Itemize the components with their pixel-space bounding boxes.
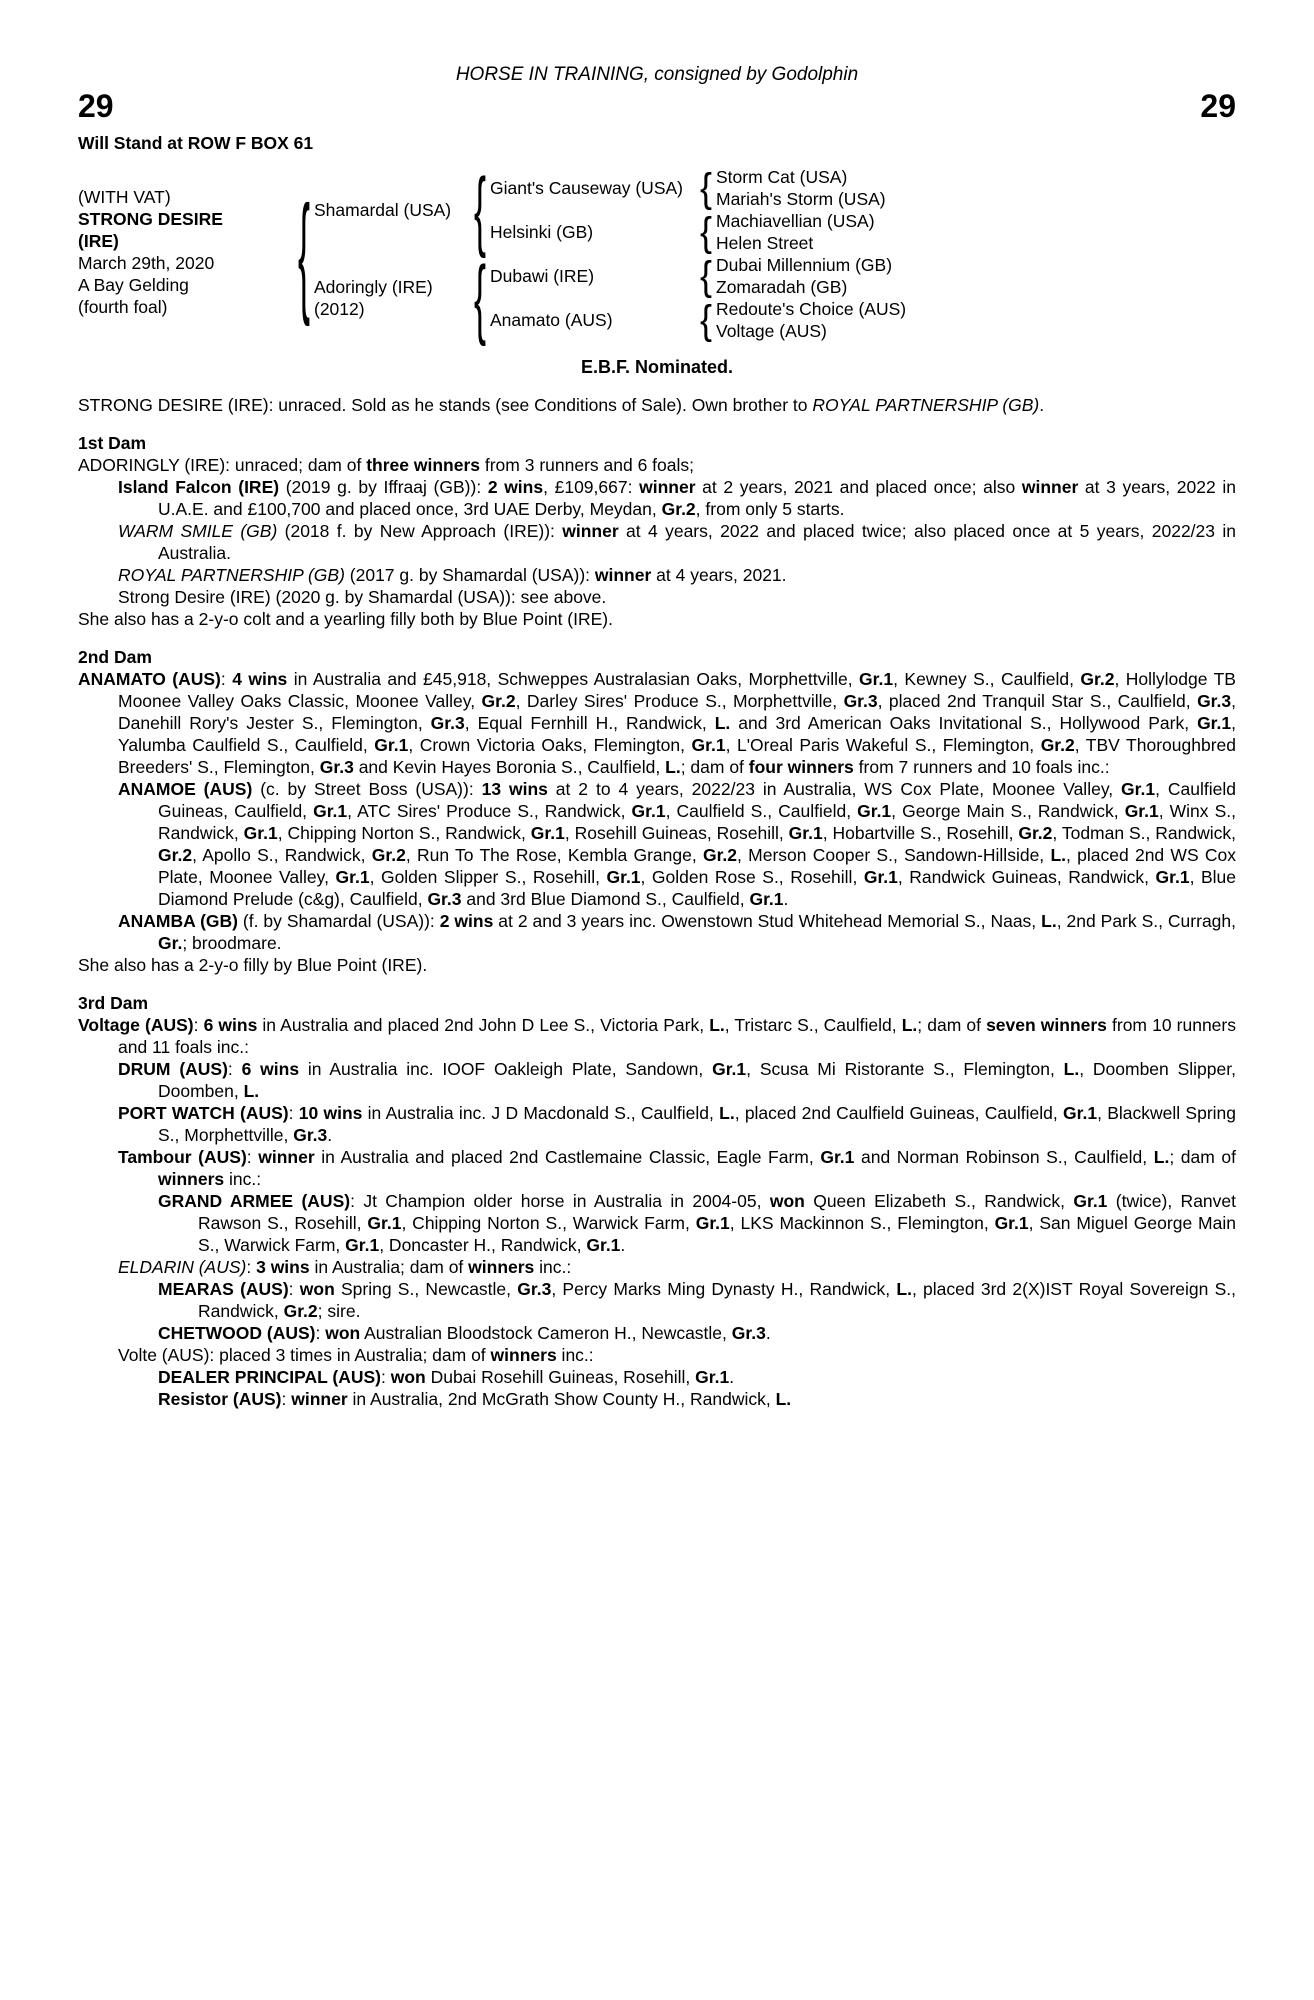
horse-foaling-date: March 29th, 2020 (78, 253, 215, 273)
dam-sire-dam-name: Zomaradah (GB) (716, 277, 848, 297)
pedigree-paragraph: ELDARIN (AUS): 3 wins in Australia; dam of winners inc.: (118, 1257, 572, 1277)
stand-location-note: Will Stand at ROW F BOX 61 (78, 133, 314, 153)
pedigree-paragraph: ADORINGLY (IRE): unraced; dam of three winners from 3 runners and 6 foals; (78, 455, 694, 475)
dam-dam-name: Anamato (AUS) (490, 310, 613, 330)
pedigree-paragraph: ANAMOE (AUS) (c. by Street Boss (USA)): 13 wins at 2 to 4 years, 2022/23 in Australia, WS Cox Plate, Moonee Valley, Gr.1, Caulfield Guineas, Caulfield, Gr.1, ATC Sires' Produce S., Randwick, Gr.1, Caulfield S., Caulfield, Gr.1, George Main S., Randwick, Gr.1, Winx S., Randwick, Gr.1, Chipping Norton S., Randwick, Gr.1, Rosehill Guineas, Rosehill, Gr.1, Hobartville S., Rosehill, Gr.2, Todman S., Randwick, Gr.2, Apollo S., Randwick, Gr.2, Run To The Rose, Kembla Grange, Gr.2, Merson Cooper S., Sandown-Hillside, L., placed 2nd WS Cox Plate, Moonee Valley, Gr.1, Golden Slipper S., Rosehill, Gr.1, Golden Rose S., Rosehill, Gr.1, Randwick Guineas, Randwick, Gr.1, Blue Diamond Prelude (c&g), Caulfield, Gr.3 and 3rd Blue Diamond S., Caulfield, Gr.1. (118, 779, 1237, 909)
dam-sire-branch (490, 254, 906, 298)
dam-dam-dam-name: Voltage (AUS) (716, 321, 827, 341)
page-title: HORSE IN TRAINING, consigned by Godolphin (455, 64, 859, 85)
dam-name: Adoringly (IRE) (314, 277, 433, 297)
horse-foal-note: (fourth foal) (78, 297, 168, 317)
pedigree-paragraph: MEARAS (AUS): won Spring S., Newcastle, Gr.3, Percy Marks Ming Dynasty H., Randwick, L., placed 3rd 2(X)IST Royal Sovereign S., Randwick, Gr.2; sire. (158, 1279, 1236, 1321)
dam-section-heading: 3rd Dam (78, 993, 149, 1013)
pedigree-paragraph: DRUM (AUS): 6 wins in Australia inc. IOOF Oakleigh Plate, Sandown, Gr.1, Scusa Mi Ristorante S., Flemington, L., Doomben Slipper, Doomben, L. (118, 1059, 1236, 1101)
sire-sire-dam-name: Mariah's Storm (USA) (716, 189, 886, 209)
pedigree-paragraph: CHETWOOD (AUS): won Australian Bloodstock Cameron H., Newcastle, Gr.3. (158, 1323, 771, 1343)
dam-dam-branch (490, 298, 906, 342)
sire-dam-branch (490, 210, 886, 254)
dam-dam-sire-name: Redoute's Choice (AUS) (716, 299, 907, 319)
pedigree-paragraph: She also has a 2-y-o colt and a yearling filly both by Blue Point (IRE). (78, 609, 613, 629)
pedigree-paragraph: Strong Desire (IRE) (2020 g. by Shamardal (USA)): see above. (118, 587, 607, 607)
horse-info (78, 166, 294, 342)
ebf-nominated-note: E.B.F. Nominated. (580, 357, 733, 377)
dam-name-block (314, 276, 470, 320)
pedigree-paragraph: Tambour (AUS): winner in Australia and placed 2nd Castlemaine Classic, Eagle Farm, Gr.1 and Norman Robinson S., Caulfield, L.; dam of winners inc.: (118, 1147, 1237, 1189)
pedigree-paragraph: ANAMBA (GB) (f. by Shamardal (USA)): 2 wins at 2 and 3 years inc. Owenstown Stud Whitehead Memorial S., Naas, L., 2nd Park S., Curragh, Gr.; broodmare. (118, 911, 1237, 953)
pedigree-paragraph: Resistor (AUS): winner in Australia, 2nd McGrath Show County H., Randwick, L. (158, 1389, 792, 1409)
pedigree-paragraph: PORT WATCH (AUS): 10 wins in Australia inc. J D Macdonald S., Caulfield, L., placed 2nd Caulfield Guineas, Caulfield, Gr.1, Blackwell Spring S., Morphettville, Gr.3. (118, 1103, 1236, 1145)
dam-sire-brace (696, 258, 716, 294)
horse-name-line1: STRONG DESIRE (78, 209, 223, 229)
dam-branch (314, 254, 906, 342)
pedigree-paragraph: Island Falcon (IRE) (2019 g. by Iffraaj (GB)): 2 wins, £109,667: winner at 2 years, 2021 and placed once; also winner at 3 years, 2022 in U.A.E. and £100,700 and placed once, 3rd UAE Derby, Meydan, Gr.2, from only 5 starts. (118, 477, 1236, 519)
lot-number-left: 29 (78, 88, 114, 124)
sire-dam-name: Helsinki (GB) (490, 222, 594, 242)
catalogue-body (78, 394, 1236, 1410)
dam-section-heading: 1st Dam (78, 433, 147, 453)
dam-dam-brace (696, 302, 716, 338)
dam-brace (470, 280, 490, 316)
sire-dam-sire-name: Machiavellian (USA) (716, 211, 875, 231)
pedigree-paragraph: ANAMATO (AUS): 4 wins in Australia and £45,918, Schweppes Australasian Oaks, Morphettville, Gr.1, Kewney S., Caulfield, Gr.2, Hollylodge TB Moonee Valley Oaks Classic, Moonee Valley, Gr.2, Darley Sires' Produce S., Morphettville, Gr.3, placed 2nd Tranquil Star S., Caulfield, Gr.3, Danehill Rory's Jester S., Flemington, Gr.3, Equal Fernhill H., Randwick, L. and 3rd American Oaks Invitational S., Hollywood Park, Gr.1, Yalumba Caulfield S., Caulfield, Gr.1, Crown Victoria Oaks, Flemington, Gr.1, L'Oreal Paris Wakeful S., Flemington, Gr.2, TBV Thoroughbred Breeders' S., Flemington, Gr.3 and Kevin Hayes Boronia S., Caulfield, L.; dam of four winners from 7 runners and 10 foals inc.: (78, 669, 1236, 777)
lot-number-right: 29 (1200, 88, 1236, 124)
pedigree-paragraph: WARM SMILE (GB) (2018 f. by New Approach (IRE)): winner at 4 years, 2022 and placed twice; also placed once at 5 years, 2022/23 in Australia. (118, 521, 1236, 563)
sire-sire-branch (490, 166, 886, 210)
dam-section-heading: 2nd Dam (78, 647, 152, 667)
dam-year: (2012) (314, 299, 365, 319)
horse-name-line2: (IRE) (78, 231, 119, 251)
pedigree-paragraph: STRONG DESIRE (IRE): unraced. Sold as he stands (see Conditions of Sale). Own brother to ROYAL PARTNERSHIP (GB). (78, 395, 1045, 415)
pedigree-paragraph: ROYAL PARTNERSHIP (GB) (2017 g. by Shamardal (USA)): winner at 4 years, 2021. (118, 565, 787, 585)
sire-sire-brace (696, 170, 716, 206)
pedigree-paragraph: Volte (AUS): placed 3 times in Australia; dam of winners inc.: (118, 1345, 594, 1365)
pedigree-tree (314, 166, 906, 342)
sire-branch (314, 166, 906, 254)
pedigree-paragraph: She also has a 2-y-o filly by Blue Point (IRE). (78, 955, 428, 975)
pedigree-paragraph: Voltage (AUS): 6 wins in Australia and placed 2nd John D Lee S., Victoria Park, L., Tristarc S., Caulfield, L.; dam of seven winners from 10 runners and 11 foals inc.: (78, 1015, 1236, 1057)
pedigree-paragraph: DEALER PRINCIPAL (AUS): won Dubai Rosehill Guineas, Rosehill, Gr.1. (158, 1367, 735, 1387)
sire-dam-dam-name: Helen Street (716, 233, 814, 253)
vat-note: (WITH VAT) (78, 187, 171, 207)
dam-sire-name: Dubawi (IRE) (490, 266, 595, 286)
sire-sire-sire-name: Storm Cat (USA) (716, 167, 848, 187)
lot-number-row (78, 88, 1236, 124)
dam-sire-sire-name: Dubai Millennium (GB) (716, 255, 893, 275)
pedigree-block (78, 166, 1236, 342)
sire-sire-name: Giant's Causeway (USA) (490, 178, 683, 198)
pedigree-outer-brace (294, 166, 314, 342)
sire-name: Shamardal (USA) (314, 200, 452, 220)
sire-brace (470, 192, 490, 228)
pedigree-paragraph: GRAND ARMEE (AUS): Jt Champion older horse in Australia in 2004-05, won Queen Elizabeth S., Randwick, Gr.1 (twice), Ranvet Rawson S., Rosehill, Gr.1, Chipping Norton S., Warwick Farm, Gr.1, LKS Mackinnon S., Flemington, Gr.1, San Miguel George Main S., Warwick Farm, Gr.1, Doncaster H., Randwick, Gr.1. (158, 1191, 1237, 1255)
sire-dam-brace (696, 214, 716, 250)
horse-description: A Bay Gelding (78, 275, 189, 295)
